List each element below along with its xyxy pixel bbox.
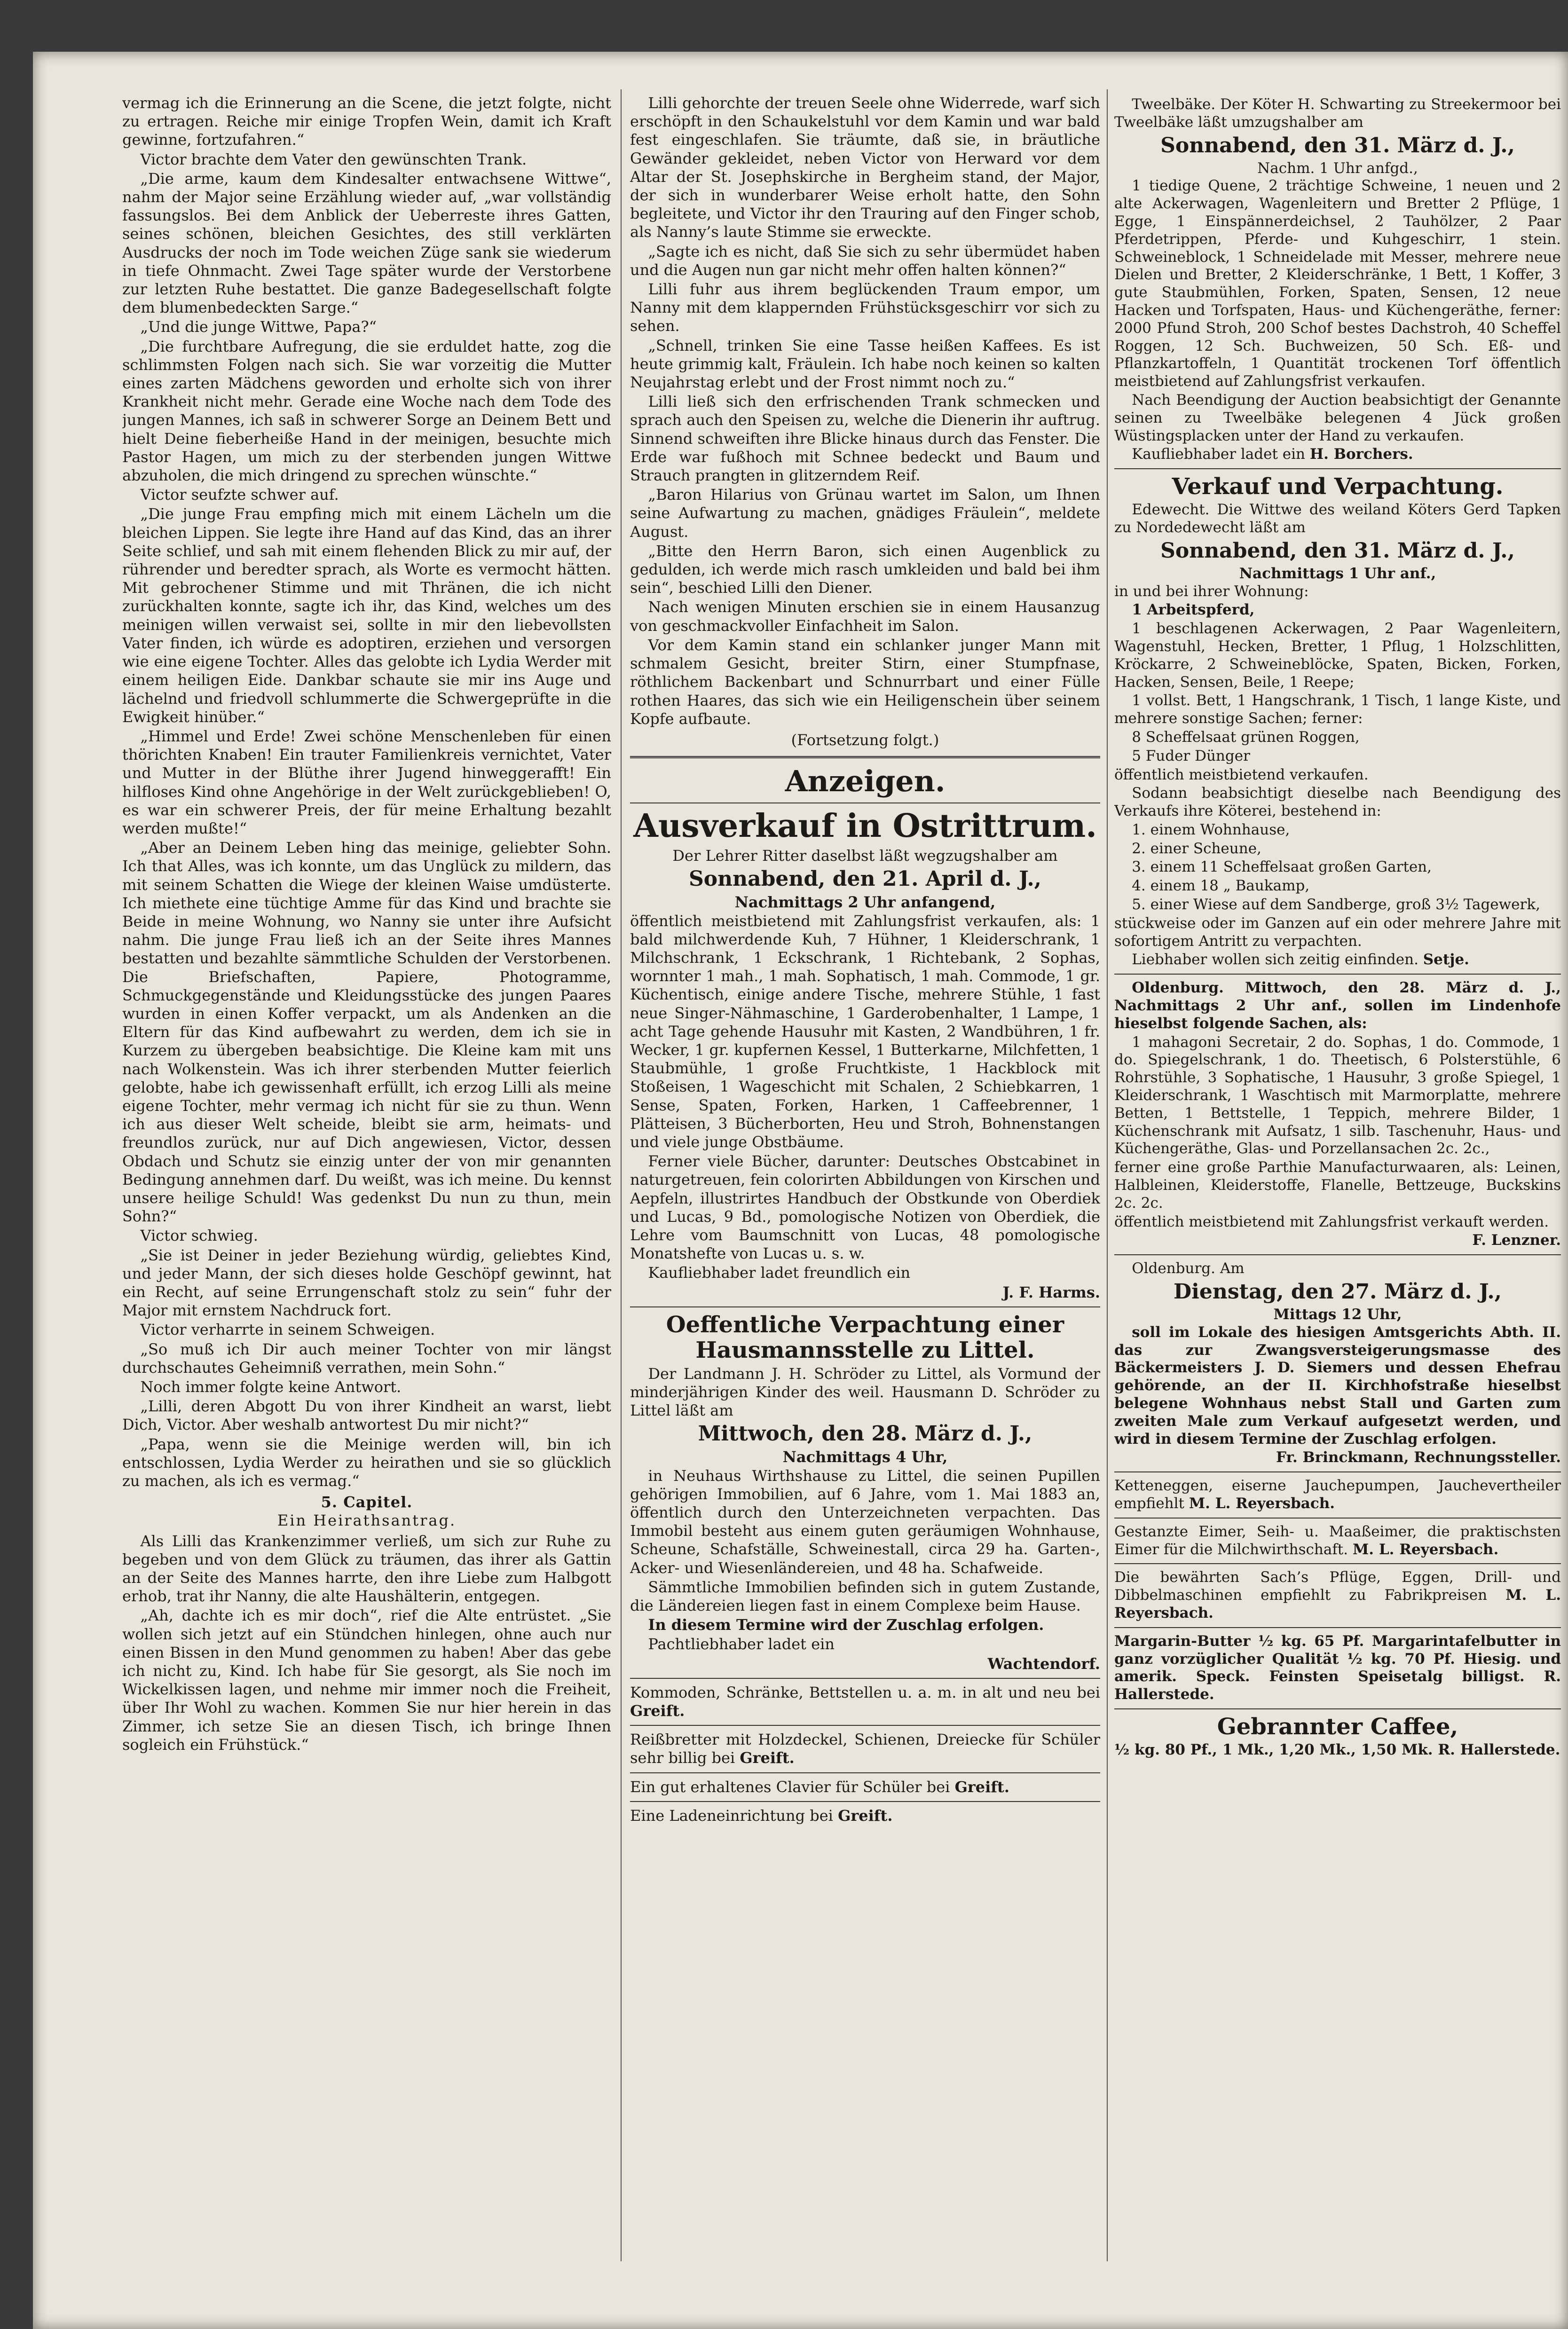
story-paragraph: „Schnell, trinken Sie eine Tasse heißen Kaffees. Es ist heute grimmig kalt, Fräulein. Ich habe noch keinen so kalten Neujahrstag erlebt und der Frost nimmt noch zu.“: [630, 336, 1100, 392]
story-paragraph: Victor schwieg.: [140, 1227, 258, 1245]
small-ad-signature: Greift.: [630, 1702, 685, 1720]
ad-closing: [1114, 951, 1561, 969]
story-paragraph: Lilli gehorchte der treuen Seele ohne Widerrede, warf sich erschöpft in den Schaukelstuhl vor dem Kamin und war bald fest eingeschlafen. Sie träumte, daß sie, in bräutliche Gewänder gekleidet, neben Victor von Herward vor dem Altar der St. Josephskirche in Bergheim stand, der Major, der sich in wunderbarer Weise erholt hatte, den Sohn begleitete, und Victor ihr den Trauring auf den Finger schob, als Nanny’s laute Stimme sie erweckte.: [630, 94, 1100, 241]
small-ad: [630, 1731, 1100, 1767]
small-ad-signature: M. L. Reyersbach.: [1114, 1587, 1561, 1621]
divider: [1114, 1518, 1561, 1519]
small-ad: [1114, 1477, 1561, 1513]
ad-tweelbaeke: [1114, 96, 1561, 464]
ad-list-item: 2. einer Scheune,: [1132, 840, 1261, 857]
ad-body: Nach Beendigung der Auction beabsichtigt der Genannte seinen zu Tweelbäke belegenen 4 Jück großen Wüstingsplacken unter der Hand zu verkaufen.: [1114, 391, 1561, 444]
story-paragraph: „Und die junge Wittwe, Papa?“: [140, 318, 377, 336]
story-paragraph: vermag ich die Erinnerung an die Scene, die jetzt folgte, nicht zu ertragen. Reiche mir einige Tropfen Wein, damit ich Kraft gewinne, fortzufahren.“: [122, 94, 611, 149]
story-paragraph: „Aber an Deinem Leben hing das meinige, geliebter Sohn. Ich that Alles, was ich konnte, um das Unglück zu mildern, das mit seinem Schatten die Wiege der kleinen Waise umdüsterte. Ich miethete eine tüchtige Amme für das Kind und brachte sie Beide in meine Wohnung, wo Nanny sie unter ihre Aufsicht nahm. Die junge Frau ließ ich an der Seite ihres Mannes bestatten und bezahlte sämmtliche Schulden der Verstorbenen. Die Briefschaften, Papiere, Photogramme, Schmuckgegenstände und Kleidungsstücke des jungen Paares wurden in einen Koffer verpackt, um als Andenken an die Eltern für das Kind aufbewahrt zu werden, dem ich sie in Kurzem zu übergeben beabsichtige. Die Kleine kam mit uns nach Wolkenstein. Was ich ihrer sterbenden Mutter feierlich gelobte, habe ich gewissenhaft erfüllt, ich erzog Lilli als meine eigene Tochter, mehr vermag ich nicht für sie zu thun. Wenn ich aus dieser Welt scheide, bleibt sie arm, heimats- und freundlos zurück, nur auf Dich angewiesen, Victor, dessen Obdach und Schutz sie einzig unter der von mir genannten Bedingung annehmen darf. Du weißt, was ich meine. Du kennst unsere heilige Schuld! Was gedenkst Du nun zu thun, mein Sohn?“: [122, 839, 611, 1226]
ad-body: Sodann beabsichtigt dieselbe nach Beendigung des Verkaufs ihre Köterei, bestehend in:: [1114, 785, 1561, 820]
ad-closing-text: Kaufliebhaber ladet ein: [1132, 446, 1306, 463]
divider: [630, 1772, 1100, 1773]
small-ad-text: Gestanzte Eimer, Seih- u. Maaßeimer, die praktischsten Eimer für die Milchwirthschaft.: [1114, 1523, 1561, 1558]
small-ad-text: Eine Ladeneinrichtung bei: [630, 1806, 833, 1825]
chapter-title: Ein Heirathsantrag.: [277, 1511, 457, 1530]
ad-closing: Pachtliebhaber ladet ein: [648, 1635, 835, 1653]
story-paragraph: „Baron Hilarius von Grünau wartet im Salon, um Ihnen seine Aufwartung zu machen, gnädiges Fräulein“, meldete August.: [630, 486, 1100, 541]
story-paragraph: „Die junge Frau empfing mich mit einem Lächeln um die bleichen Lippen. Sie legte ihre Hand auf das Kind, das an ihrer Seite schlief, und sah mit einem flehenden Blick zu mir auf, der rührender und beredter sprach, als Worte es vermocht hätten. Mit gebrochener Stimme und mit Thränen, die ich nicht zurückhalten konnte, sagte ich ihr, das Kind, welches um des meinigen willen verwaist sei, sollte in mir den liebevollsten Vater finden, ich würde es adoptiren, erziehen und versorgen wie eine eigene Tochter. Alles das gelobte ich Lydia Werder mit einem heiligen Eide. Dankbar schaute sie mir ins Auge und lächelnd und friedvoll schlummerte die Schwergeprüfte in die Ewigkeit hinüber.“: [122, 505, 611, 726]
story-paragraph: „Himmel und Erde! Zwei schöne Menschenleben für einen thörichten Knaben! Ein trauter Familienkreis vernichtet, Vater und Mutter in der Blüthe ihrer Jugend hinweggerafft! Ein hilfloses Kind ohne Angehörige in der Welt zurückgeblieben! O, es war ein schwerer Preis, der für meine Erhaltung bezahlt werden mußte!“: [122, 727, 611, 837]
ad-intro: Edewecht. Die Wittwe des weiland Köters Gerd Tapken zu Nordedewecht läßt am: [1114, 501, 1561, 536]
story-paragraph: Vor dem Kamin stand ein schlanker junger Mann mit schmalem Gesicht, breiter Stirn, einer Stumpfnase, röthlichem Backenbart und Schnurrbart und einer Fülle rothen Haares, das sich wie ein Heiligenschein über seinem Kopfe aufbaute.: [630, 636, 1100, 728]
story-column: [122, 94, 611, 1913]
coffee-prices: ½ kg. 80 Pf., 1 Mk., 1,20 Mk., 1,50 Mk.: [1114, 1741, 1433, 1758]
ad-intro: Der Lehrer Ritter daselbst läßt wegzugshalber am: [672, 847, 1058, 865]
ad-closing: Kaufliebhaber ladet freundlich ein: [648, 1264, 911, 1282]
divider: [630, 1306, 1100, 1307]
ad-body: 1 beschlagenen Ackerwagen, 2 Paar Wagenleitern, Wagenstuhl, Hecken, Bretter, 1 Pflug, 1 Holzschlitten, Kröckarre, 2 Schweineblöcke, Spaten, Bicken, Forken, Hacken, Sensen, Beile, 1 Reepe;: [1114, 620, 1561, 691]
ad-line: in und bei ihrer Wohnung:: [1114, 582, 1309, 600]
ad-signature: F. Lenzner.: [1472, 1232, 1561, 1249]
story-paragraph: „So muß ich Dir auch meiner Tochter von mir längst durchschautes Geheimniß verrathen, mein Sohn.“: [122, 1340, 611, 1377]
small-ad-text: Ein gut erhaltenes Clavier für Schüler bei: [630, 1778, 950, 1796]
story-paragraph: „Sagte ich es nicht, daß Sie sich zu sehr übermüdet haben und die Augen nun gar nicht mehr offen halten können?“: [630, 242, 1100, 279]
ad-intro: Tweelbäke. Der Köter H. Schwarting zu Streekermoor bei Tweelbäke läßt umzugshalber am: [1114, 96, 1561, 131]
ad-list-item: 1. einem Wohnhause,: [1132, 821, 1290, 838]
ad-time: Nachmittags 1 Uhr anf.,: [1239, 565, 1436, 582]
story-paragraph: Nach wenigen Minuten erschien sie in einem Hausanzug von geschmackvoller Einfachheit im Salon.: [630, 598, 1100, 635]
small-ad-text: Kommoden, Schränke, Bettstellen u. a. m. in alt und neu bei: [630, 1683, 1100, 1701]
ad-time: Nachm. 1 Uhr anfgd.,: [1257, 159, 1418, 177]
divider: [1114, 1627, 1561, 1628]
divider: [630, 1801, 1100, 1802]
ad-date: Mittwoch, den 28. März d. J.,: [698, 1422, 1032, 1446]
ad-lindenhof: [1114, 979, 1561, 1250]
ad-body: ferner eine große Parthie Manufacturwaaren, als: Leinen, Halbleinen, Kleiderstoffe, Flanelle, Bettzeuge, Buckskins 2c. 2c.: [1114, 1159, 1561, 1212]
ad-time: Nachmittags 2 Uhr anfangend,: [734, 893, 996, 912]
small-ad-signature: R. Hallerstede.: [1114, 1668, 1561, 1703]
ad-time: Mittags 12 Uhr,: [1273, 1306, 1402, 1323]
small-ad-signature: M. L. Reyersbach.: [1189, 1495, 1335, 1512]
ad-title: Verkauf und Verpachtung.: [1172, 473, 1504, 500]
small-ad-signature: Greift.: [838, 1806, 893, 1825]
ad-date: Sonnabend, den 31. März d. J.,: [1160, 133, 1515, 157]
story-paragraph: „Bitte den Herrn Baron, sich einen Augenblick zu gedulden, ich werde mich rasch umkleiden und bald bei ihm sein“, beschied Lilli den Diener.: [630, 542, 1100, 597]
ad-notice: In diesem Termine wird der Zuschlag erfolgen.: [648, 1616, 1044, 1634]
small-ad-text: Ketteneggen, eiserne Jauchepumpen, Jauchevertheiler empfiehlt: [1114, 1477, 1561, 1512]
ad-horse: 1 Arbeitspferd,: [1132, 601, 1255, 619]
story-paragraph: „Papa, wenn sie die Meinige werden will, bin ich entschlossen, Lydia Werder zu heirathen und sie so glücklich zu machen, als ich es vermag.“: [122, 1435, 611, 1490]
ad-body: 1 mahagoni Secretair, 2 do. Sophas, 1 do. Commode, 1 do. Spiegelschrank, 1 do. Theetisch, 6 Polsterstühle, 6 Rohrstühle, 3 Sophatische, 1 Hausuhr, 3 große Spiegel, 1 Kleiderschrank, 1 Waschtisch mit Marmorplatte, mehrere Betten, 1 Bettstelle, 1 Teppich, mehrere Bilder, 1 Küchenschrank mit Aufsatz, 1 silb. Taschenuhr, Haus- und Küchengeräthe, Glas- und Porzellansachen 2c. 2c.,: [1114, 1033, 1561, 1157]
ad-body: öffentlich meistbietend verkaufen.: [1114, 766, 1369, 783]
divider: [1114, 1471, 1561, 1472]
divider: [1114, 1563, 1561, 1564]
ad-amtsgericht: [1114, 1260, 1561, 1467]
story-paragraph: „Lilli, deren Abgott Du von ihrer Kindheit an warst, liebt Dich, Victor. Aber weshalb antwortest Du mir nicht?“: [122, 1397, 611, 1434]
small-ad: [1114, 1523, 1561, 1559]
story-paragraph: Noch immer folgte keine Antwort.: [140, 1378, 402, 1396]
story-paragraph: Victor brachte dem Vater den gewünschten Trank.: [140, 150, 527, 168]
small-ad: [630, 1778, 1100, 1796]
ad-body: 1 vollst. Bett, 1 Hangschrank, 1 Tisch, 1 lange Kiste, und mehrere sonstige Sachen; ferner:: [1114, 692, 1561, 727]
small-ad: [630, 1684, 1100, 1720]
ad-signature: H. Borchers.: [1309, 446, 1413, 463]
ad-littel: [630, 1312, 1100, 1673]
story-paragraph: „Ah, dachte ich es mir doch“, rief die Alte entrüstet. „Sie wollen sich jetzt auf ein Stündchen hinlegen, ohne auch nur einen Bissen in den Mund genommen zu haben! Aber das gebe ich nicht zu, Kind. Ich habe für Sie gesorgt, als Sie noch im Wickelkissen lagen, und nehme mir immer noch die Freiheit, über Ihr Wohl zu wachen. Kommen Sie nur hier herein in das Zimmer, ich setze Sie an diesen Tisch, ich bringe Ihnen sogleich ein Frühstück.“: [122, 1606, 611, 1754]
ad-body: 1 tiedige Quene, 2 trächtige Schweine, 1 neuen und 2 alte Ackerwagen, Wagenleitern und Bretter 2 Pflüge, 1 Egge, 1 Einspännerdeichsel, 2 Tauhölzer, 2 Paar Pferdetrippen, Pferde- und Kuhgeschirr, 1 stein. Schweineblock, 1 Schneidelade mit Messer, mehrere neue Dielen und Bretter, 2 Kleiderschränke, 1 Bett, 1 Koffer, 3 gute Staubmühlen, Forken, Spaten, Sensen, 12 neue Hacken und Torfspaten, Haus- und Küchengeräthe, ferner: 2000 Pfund Stroh, 200 Schof bestes Dachstroh, 40 Scheffel Roggen, 12 Sch. Buchweizen, 50 Sch. Eß- und Pflanzkartoffeln, 1 Quantität trockenen Torf öffentlich meistbietend auf Zahlungsfrist verkaufen.: [1114, 177, 1561, 390]
small-ad-signature: Greift.: [740, 1749, 795, 1767]
ad-body: in Neuhaus Wirthshause zu Littel, die seinen Pupillen gehörigen Immobilien, auf 6 Jahre, vom 1. Mai 1883 an, öffentlich durch den Unterzeichneten verpachten. Das Immobil besteht aus einem guten geräumigen Wohnhause, Scheune, Schafställe, Schweinestall, circa 29 ha. Garten-, Acker- und Wiesenländereien, und 48 ha. Schafweide.: [630, 1466, 1100, 1577]
ad-title: Ausverkauf in Ostrittrum.: [633, 807, 1097, 845]
divider: [630, 1678, 1100, 1679]
ad-body: 8 Scheffelsaat grünen Roggen,: [1132, 728, 1360, 746]
ad-body: stückweise oder im Ganzen auf ein oder mehrere Jahre mit sofortigem Antritt zu verpachten.: [1114, 914, 1561, 950]
divider: [630, 1725, 1100, 1726]
divider: [1114, 1708, 1561, 1709]
column-rule: [1107, 89, 1108, 2261]
ad-signature: Wachtendorf.: [987, 1654, 1100, 1673]
story-paragraph: Als Lilli das Krankenzimmer verließ, um sich zur Ruhe zu begeben und von dem Glück zu träumen, das ihrer als Gattin an der Seite des Mannes harrte, den ihre Liebe zum Halbgott erhob, trat ihr Nanny, die alte Haushälterin, entgegen.: [122, 1532, 611, 1605]
ad-body: 5 Fuder Dünger: [1132, 747, 1250, 764]
story-paragraph: Lilli fuhr aus ihrem beglückenden Traum empor, um Nanny mit dem klappernden Frühstücksgeschirr vor sich zu sehen.: [630, 280, 1100, 335]
ad-date: Sonnabend, den 31. März d. J.,: [1160, 538, 1515, 563]
ad-body: soll im Lokale des hiesigen Amtsgerichts Abth. II. das zur Zwangsversteigerungsmasse des Bäckermeisters J. D. Siemers und dessen Ehefrau gehörende, an der II. Kirchhofstraße hieselbst belegene Wohnhaus nebst Stall und Garten zum zweiten Male zum Verkauf aufgesetzt werden, und wird in diesem Termine der Zuschlag erfolgen.: [1114, 1323, 1561, 1448]
ad-edewecht: [1114, 474, 1561, 969]
small-ad-text: Margarin-Butter ½ kg. 65 Pf. Margarintafelbutter in ganz vorzüglicher Qualität ½ kg. 70 Pf. Hiesig. und amerik. Speck. Feinsten Speisetalg billigst.: [1114, 1632, 1561, 1685]
ad-list-item: 3. einem 11 Scheffelsaat großen Garten,: [1132, 858, 1432, 876]
coffee-title: Gebrannter Caffee,: [1217, 1713, 1458, 1740]
section-title: Anzeigen.: [785, 764, 946, 799]
ad-intro: Oldenburg. Am: [1132, 1260, 1245, 1277]
ad-signature: Fr. Brinckmann, Rechnungssteller.: [1276, 1449, 1561, 1466]
ad-body: Sämmtliche Immobilien befinden sich in gutem Zustande, die Ländereien liegen fast in einem Complexe beim Hause.: [630, 1578, 1100, 1615]
divider: [1114, 974, 1561, 975]
small-ad-text: Die bewährten Sach’s Pflüge, Eggen, Drill- und Dibbelmaschinen empfiehlt zu Fabrikpreisen: [1114, 1569, 1561, 1604]
ad-signature: Setje.: [1423, 951, 1469, 968]
ad-time: Nachmittags 4 Uhr,: [782, 1448, 948, 1466]
story-ads-column: [630, 94, 1100, 2242]
story-paragraph: „Die arme, kaum dem Kindesalter entwachsene Wittwe“, nahm der Major seine Erzählung wieder auf, „war vollständig fassungslos. Bei dem Anblick der Ueberreste ihres Gatten, seines schönen, bleichen Gesichtes, des still verklärten Ausdrucks der noch im Tode weichen Züge sank sie wiederum in tiefe Ohnmacht. Zwei Tage später wurde der Verstorbene zur letzten Ruhe bestattet. Die ganze Badegesellschaft folgte dem blumenbedeckten Sarge.“: [122, 169, 611, 317]
divider: [630, 756, 1100, 758]
ad-intro: Oldenburg. Mittwoch, den 28. März d. J., Nachmittags 2 Uhr anf., sollen im Lindenhofe hieselbst folgende Sachen, als:: [1114, 979, 1561, 1032]
ad-list-item: 5. einer Wiese auf dem Sandberge, groß 3½ Tagewerk,: [1132, 896, 1540, 913]
ad-date: Sonnabend, den 21. April d. J.,: [689, 867, 1041, 891]
ad-body: öffentlich meistbietend mit Zahlungsfrist verkaufen, als: 1 bald milchwerdende Kuh, 7 Hühner, 1 Kleiderschrank, 1 Milchschrank, 1 Eckschrank, 1 Richtebank, 2 Sophas, wornnter 1 mah., 1 mah. Sophatisch, 1 mah. Commode, 1 gr. Küchentisch, einige andere Tische, mehrere Stühle, 1 fast neue Singer-Nähmaschine, 1 Garderobenhalter, 1 Lampe, 1 acht Tage gehende Hausuhr mit Kasten, 2 Wandbühren, 1 fr. Wecker, 1 gr. kupfernen Kessel, 1 Butterkarne, Milchfetten, 1 Staubmühle, 1 große Fruchtkiste, 1 Hackblock mit Stoßeisen, 1 Wageschicht mit Schalen, 2 Schiebkarren, 1 Sense, Spaten, Forken, Harken, 1 Caffeebrenner, 1 Plätteisen, 3 Bücherborten, Heu und Stroh, Bohnenstangen und viele junge Obstbäume.: [630, 912, 1100, 1151]
small-ad: [1114, 1569, 1561, 1622]
ad-title: Oeffentliche Verpachtung einer Hausmannsstelle zu Littel.: [666, 1311, 1064, 1363]
small-ad-signature: M. L. Reyersbach.: [1352, 1541, 1499, 1558]
ad-closing-text: Liebhaber wollen sich zeitig einfinden.: [1132, 951, 1418, 968]
column-rule: [621, 89, 622, 2261]
coffee-ad: [1114, 1741, 1561, 1759]
ad-ostrittrum: [630, 808, 1100, 1302]
continued-note: (Fortsetzung folgt.): [791, 731, 939, 749]
ad-intro: Der Landmann J. H. Schröder zu Littel, als Vormund der minderjährigen Kinder des weil. Hausmann D. Schröder zu Littel läßt am: [630, 1364, 1100, 1420]
chapter-heading: 5. Capitel.: [321, 1493, 413, 1511]
coffee-signature: R. Hallerstede.: [1438, 1741, 1560, 1758]
ad-closing: [1114, 446, 1561, 464]
newspaper-page: [33, 52, 1568, 2329]
ad-date: Dienstag, den 27. März d. J.,: [1174, 1280, 1502, 1304]
divider: [1114, 468, 1561, 469]
story-paragraph: Lilli ließ sich den erfrischenden Trank schmecken und sprach auch den Speisen zu, welche die Dienerin ihr auftrug. Sinnend schweiften ihre Blicke hinaus durch das Fenster. Die Erde war fußhoch mit Schnee bedeckt und Baum und Strauch prangten in glitzerndem Reif.: [630, 393, 1100, 485]
story-paragraph: Victor seufzte schwer auf.: [140, 486, 339, 504]
small-ad: [1114, 1633, 1561, 1704]
story-paragraph: Victor verharrte in seinem Schweigen.: [140, 1321, 435, 1339]
small-ad: [630, 1807, 1100, 1825]
ad-signature: J. F. Harms.: [1002, 1283, 1100, 1301]
ad-list-item: 4. einem 18 „ Baukamp,: [1132, 877, 1310, 895]
story-paragraph: „Die furchtbare Aufregung, die sie erduldet hatte, zog die schlimmsten Folgen nach sich. Sie war vorzeitig die Mutter eines zarten Mädchens geworden und erholte sich von ihrer Krankheit nicht mehr. Gerade eine Woche nach dem Tode des jungen Mannes, ich saß in schwerer Sorge an Deinem Bett und hielt Deine fieberheiße Hand in der meinigen, besuchte mich Pastor Hagen, um mich zu der sterbenden jungen Wittwe abzuholen, die mich dringend zu sprechen wünschte.“: [122, 337, 611, 485]
ad-body: öffentlich meistbietend mit Zahlungsfrist verkauft werden.: [1114, 1213, 1549, 1230]
ads-column: [1114, 94, 1561, 2280]
divider: [1114, 1254, 1561, 1255]
ad-body: Ferner viele Bücher, darunter: Deutsches Obstcabinet in naturgetreuen, fein colorirten Abbildungen von Kirschen und Aepfeln, illustrirtes Handbuch der Obstkunde von Oberdiek und Lucas, 9 Bd., pomologische Notizen von Oberdiek, die Lehre vom Baumschnitt von Lucas, 48 pomologische Monatshefte von Lucas u. s. w.: [630, 1152, 1100, 1263]
story-paragraph: „Sie ist Deiner in jeder Beziehung würdig, geliebtes Kind, und jeder Mann, der sich dieses holde Geschöpf gewinnt, hat ein Recht, auf seine Errungenschaft stolz zu sein“ fuhr der Major mit ernstem Nachdruck fort.: [122, 1246, 611, 1320]
small-ad-signature: Greift.: [954, 1778, 1009, 1796]
small-ad-text: Reißbretter mit Holzdeckel, Schienen, Dreiecke für Schüler sehr billig bei: [630, 1731, 1100, 1767]
